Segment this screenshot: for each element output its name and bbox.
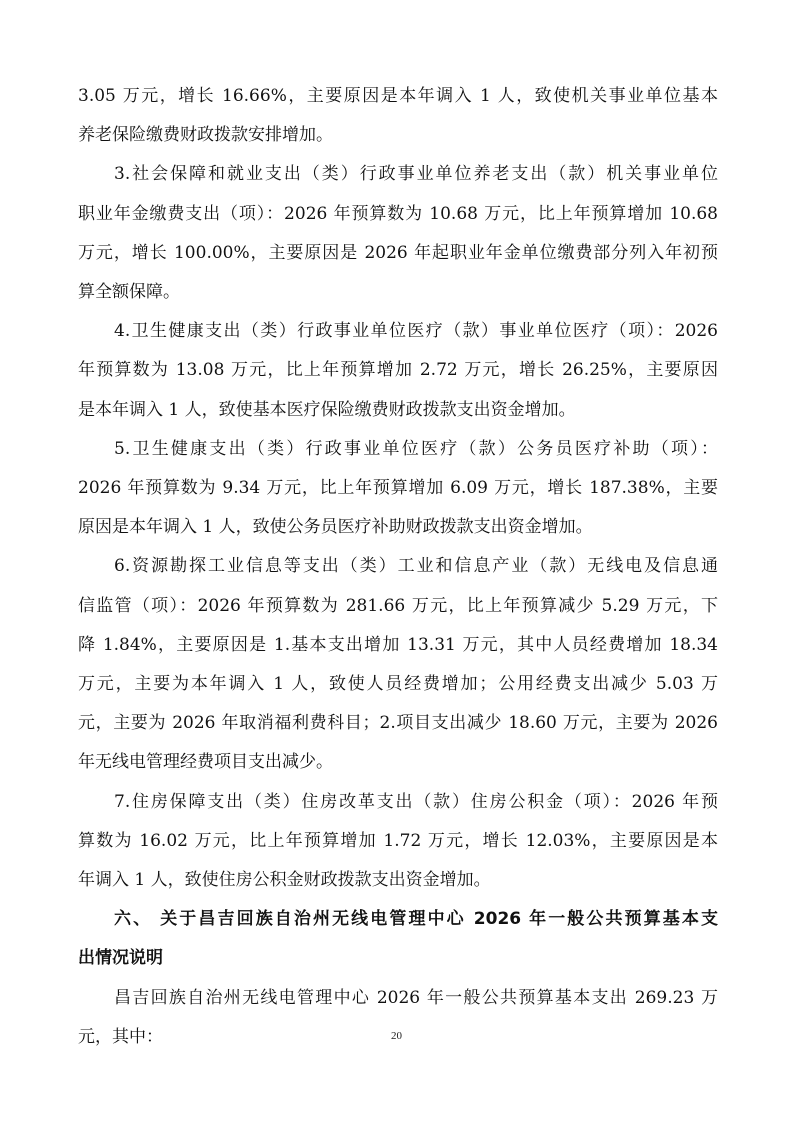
body-line: 年预算数为 13.08 万元，比上年预算增加 2.72 万元，增长 26.25%，主要原因	[78, 360, 718, 381]
body-line: 2026 年预算数为 9.34 万元，比上年预算增加 6.09 万元，增长 187.38%，主要	[78, 478, 718, 498]
body-line: 3.05 万元，增长 16.66%，主要原因是本年调入 1 人，致使机关事业单位基本	[78, 86, 718, 106]
item-6-heading: 6.资源勘探工业信息等支出（类）工业和信息产业（款）无线电及信息通	[114, 556, 718, 577]
body-line: 万元，主要为本年调入 1 人，致使人员经费增加；公用经费支出减少 5.03 万	[78, 674, 718, 694]
body-line: 昌吉回族自治州无线电管理中心 2026 年一般公共预算基本支出 269.23 万	[114, 987, 718, 1008]
body-line: 年调入 1 人，致使住房公积金财政拨款支出资金增加。	[78, 870, 491, 890]
item-7-heading: 7.住房保障支出（类）住房改革支出（款）住房公积金（项）：2026 年预	[114, 791, 718, 812]
body-line: 养老保险缴费财政拨款安排增加。	[78, 125, 333, 146]
body-line: 算数为 16.02 万元，比上年预算增加 1.72 万元，增长 12.03%，主要原因是本	[78, 830, 718, 851]
body-line: 元，其中：	[78, 1026, 163, 1047]
body-line: 万元，增长 100.00%，主要原因是 2026 年起职业年金单位缴费部分列入年初预	[78, 242, 718, 263]
section-heading-cont: 出情况说明	[78, 948, 163, 969]
item-4-heading: 4.卫生健康支出（类）行政事业单位医疗（款）事业单位医疗（项）：2026	[114, 321, 718, 342]
body-line: 元，主要为 2026 年取消福利费科目；2.项目支出减少 18.60 万元，主要为 2026	[78, 713, 718, 734]
body-line: 信监管（项）：2026 年预算数为 281.66 万元，比上年预算减少 5.29 万元，下	[78, 595, 718, 616]
body-line: 职业年金缴费支出（项）：2026 年预算数为 10.68 万元，比上年预算增加 10.68	[78, 203, 718, 224]
section-heading: 六、 关于昌吉回族自治州无线电管理中心 2026 年一般公共预算基本支	[114, 909, 718, 930]
body-line: 算全额保障。	[78, 282, 180, 302]
body-line: 原因是本年调入 1 人，致使公务员医疗补助财政拨款支出资金增加。	[78, 517, 593, 538]
body-line: 是本年调入 1 人，致使基本医疗保险缴费财政拨款支出资金增加。	[78, 399, 576, 420]
item-3-heading: 3.社会保障和就业支出（类）行政事业单位养老支出（款）机关事业单位	[114, 164, 718, 185]
page-number: 20	[391, 1030, 402, 1042]
item-5-heading: 5.卫生健康支出（类）行政事业单位医疗（款）公务员医疗补助（项）：	[114, 438, 718, 459]
body-line: 年无线电管理经费项目支出减少。	[78, 752, 333, 773]
body-line: 降 1.84%，主要原因是 1.基本支出增加 13.31 万元，其中人员经费增加 18.34	[78, 634, 718, 655]
